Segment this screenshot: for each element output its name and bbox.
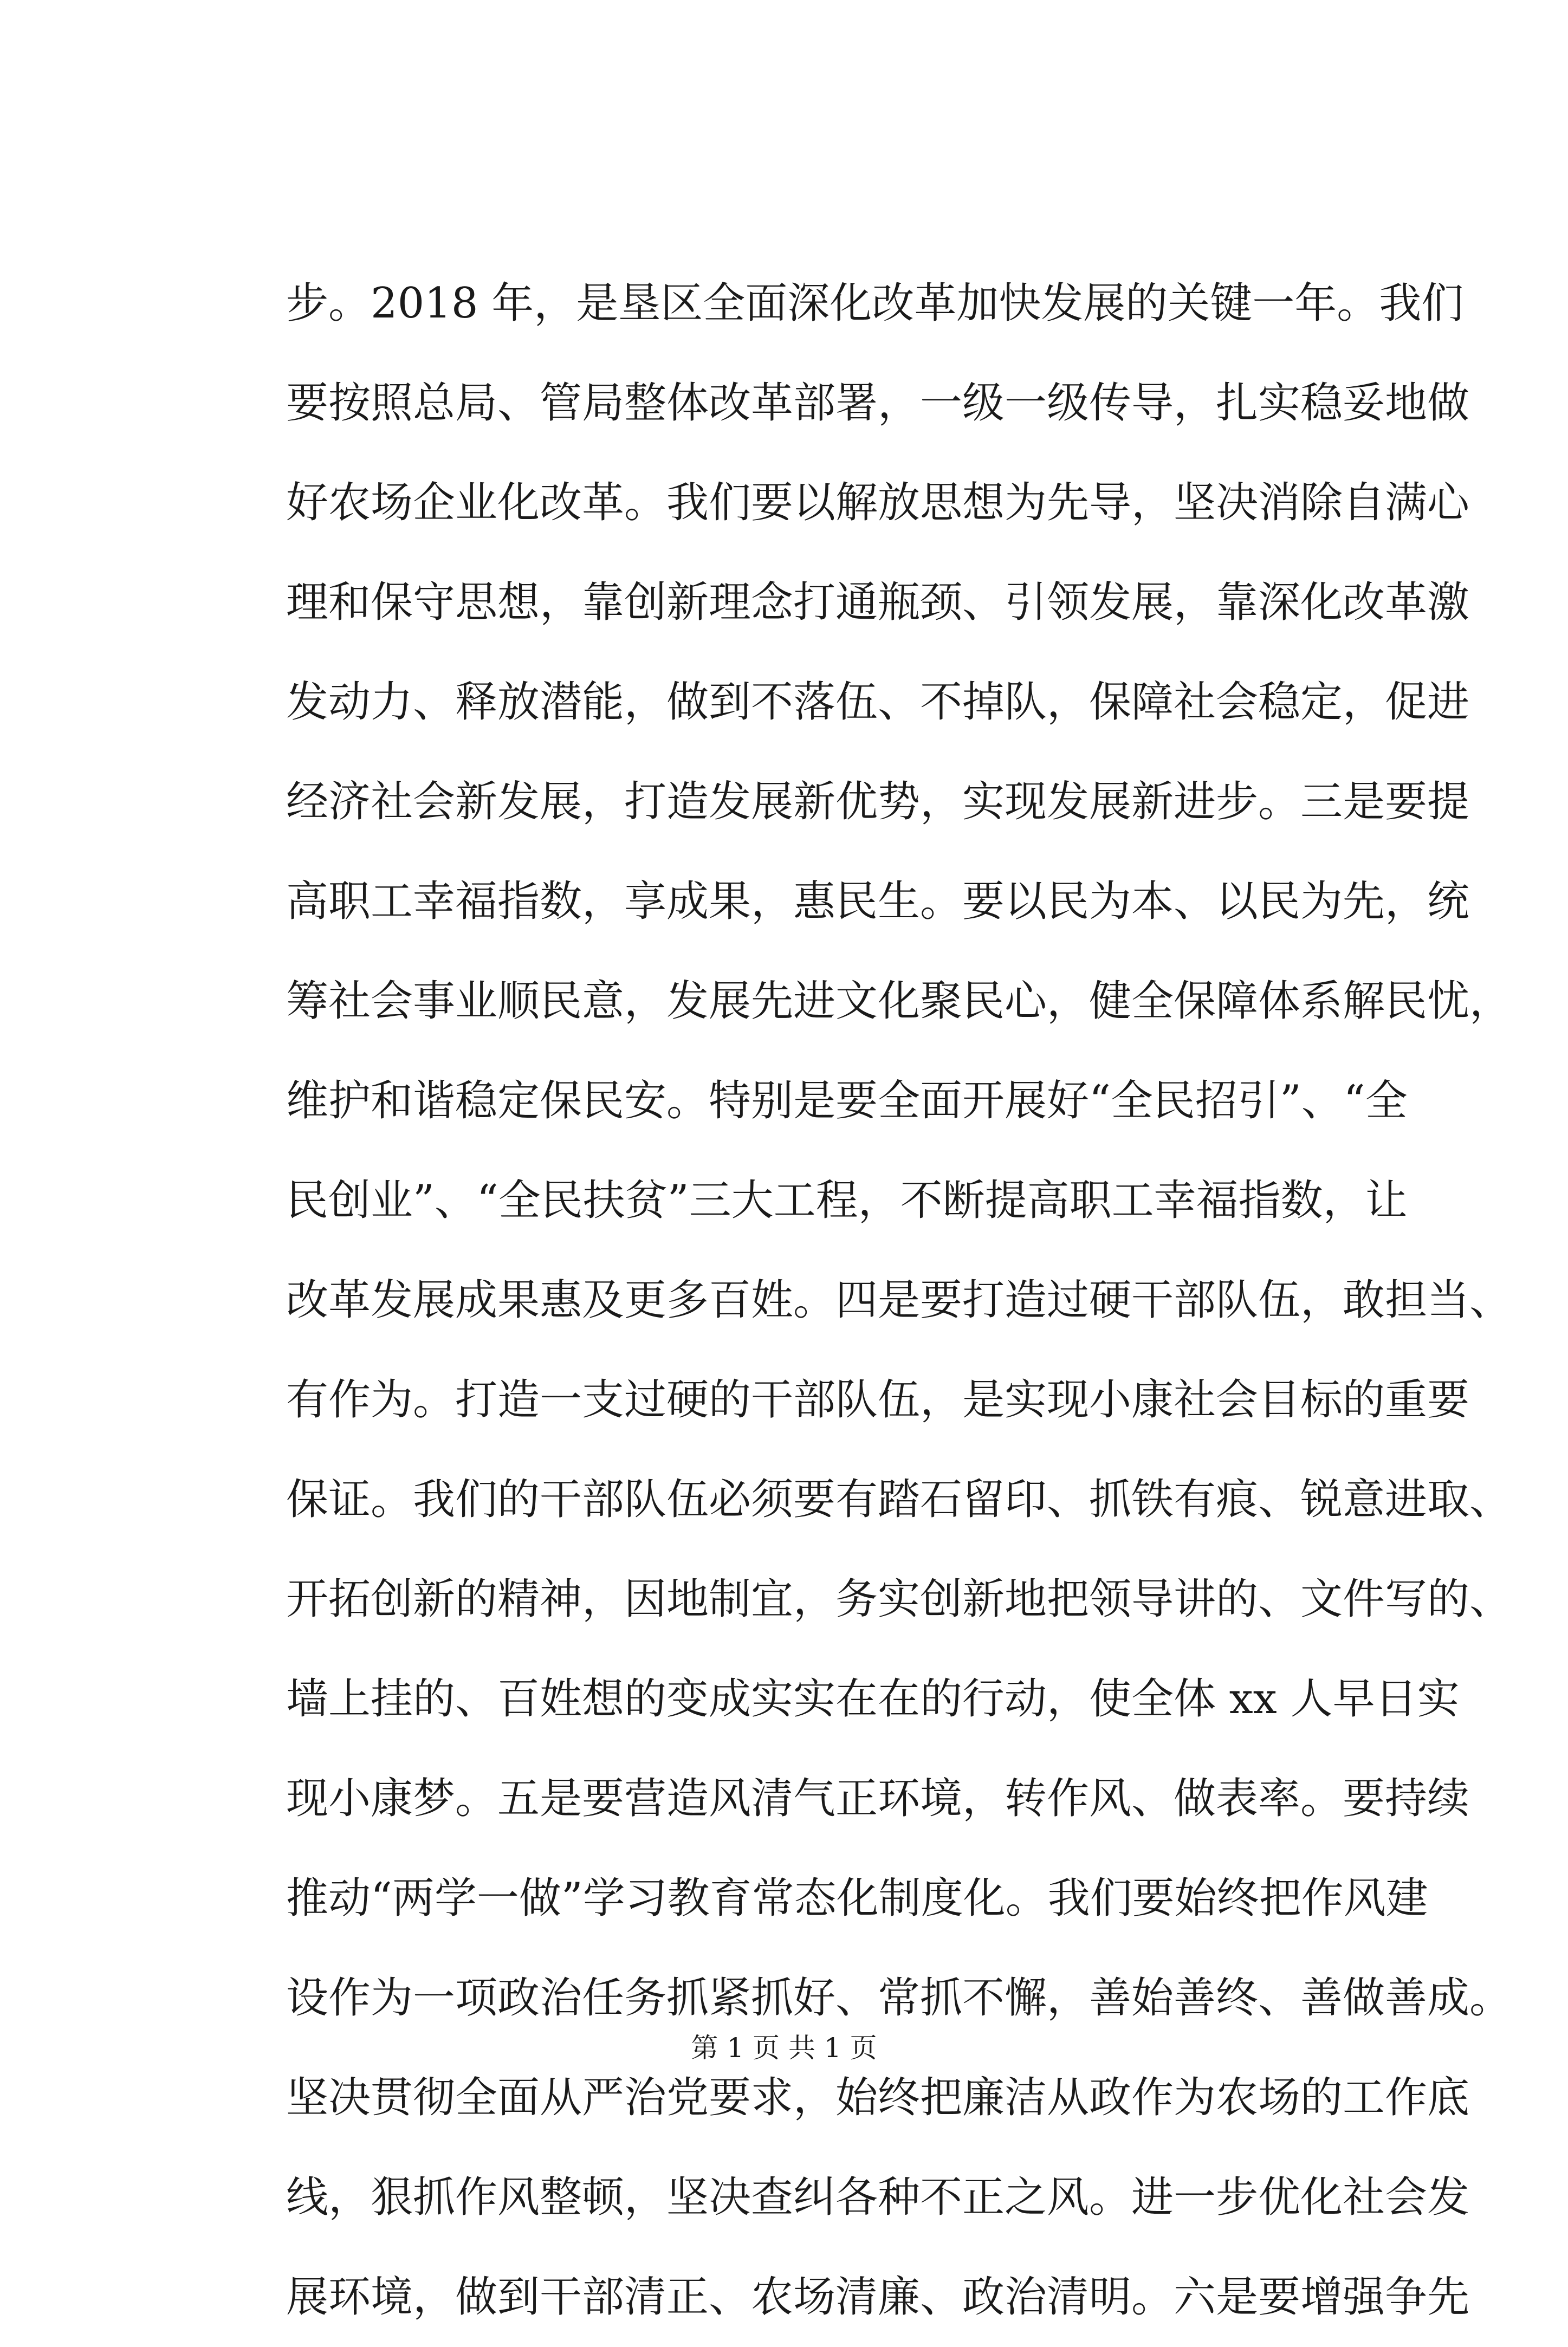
text-line: 墙上挂的、百姓想的变成实实在在的行动，使全体 xx 人早日实 <box>286 1675 1460 1723</box>
text-line: 改革发展成果惠及更多百姓。四是要打造过硬干部队伍，敢担当、 <box>286 1276 1512 1325</box>
text-line: 推动“两学一做”学习教育常态化制度化。我们要始终把作风建 <box>286 1874 1428 1923</box>
text-line: 要按照总局、管局整体改革部署，一级一级传导，扎实稳妥地做 <box>286 379 1470 427</box>
text-line: 理和保守思想，靠创新理念打通瓶颈、引领发展，靠深化改革激 <box>286 578 1470 627</box>
text-line: 有作为。打造一支过硬的干部队伍，是实现小康社会目标的重要 <box>286 1376 1470 1424</box>
text-line: 经济社会新发展，打造发展新优势，实现发展新进步。三是要提 <box>286 777 1470 826</box>
text-line: 设作为一项政治任务抓紧抓好、常抓不懈，善始善终、善做善成。 <box>286 1974 1512 2022</box>
text-line: 高职工幸福指数，享成果，惠民生。要以民为本、以民为先，统 <box>286 877 1470 926</box>
text-line: 好农场企业化改革。我们要以解放思想为先导，坚决消除自满心 <box>286 478 1470 527</box>
text-line: 展环境，做到干部清正、农场清廉、政治清明。六是要增强争先 <box>286 2273 1470 2322</box>
text-line: 现小康梦。五是要营造风清气正环境，转作风、做表率。要持续 <box>286 1774 1470 1823</box>
text-line: 步。2018 年，是垦区全面深化改革加快发展的关键一年。我们 <box>286 279 1464 328</box>
text-line: 筹社会事业顺民意，发展先进文化聚民心，健全保障体系解民忧， <box>286 977 1512 1026</box>
text-line: 保证。我们的干部队伍必须要有踏石留印、抓铁有痕、锐意进取、 <box>286 1475 1512 1524</box>
page-footer: 第 1 页 共 1 页 <box>691 2032 877 2064</box>
text-line: 坚决贯彻全面从严治党要求，始终把廉洁从政作为农场的工作底 <box>286 2073 1470 2122</box>
text-line: 民创业”、“全民扶贫”三大工程，不断提高职工幸福指数，让 <box>286 1176 1408 1225</box>
text-line: 维护和谐稳定保民安。特别是要全面开展好“全民招引”、“全 <box>286 1077 1408 1125</box>
text-line: 线，狠抓作风整顿，坚决查纠各种不正之风。进一步优化社会发 <box>286 2173 1470 2222</box>
text-line: 开拓创新的精神，因地制宜，务实创新地把领导讲的、文件写的、 <box>286 1575 1512 1624</box>
text-line: 发动力、释放潜能，做到不落伍、不掉队，保障社会稳定，促进 <box>286 678 1470 727</box>
